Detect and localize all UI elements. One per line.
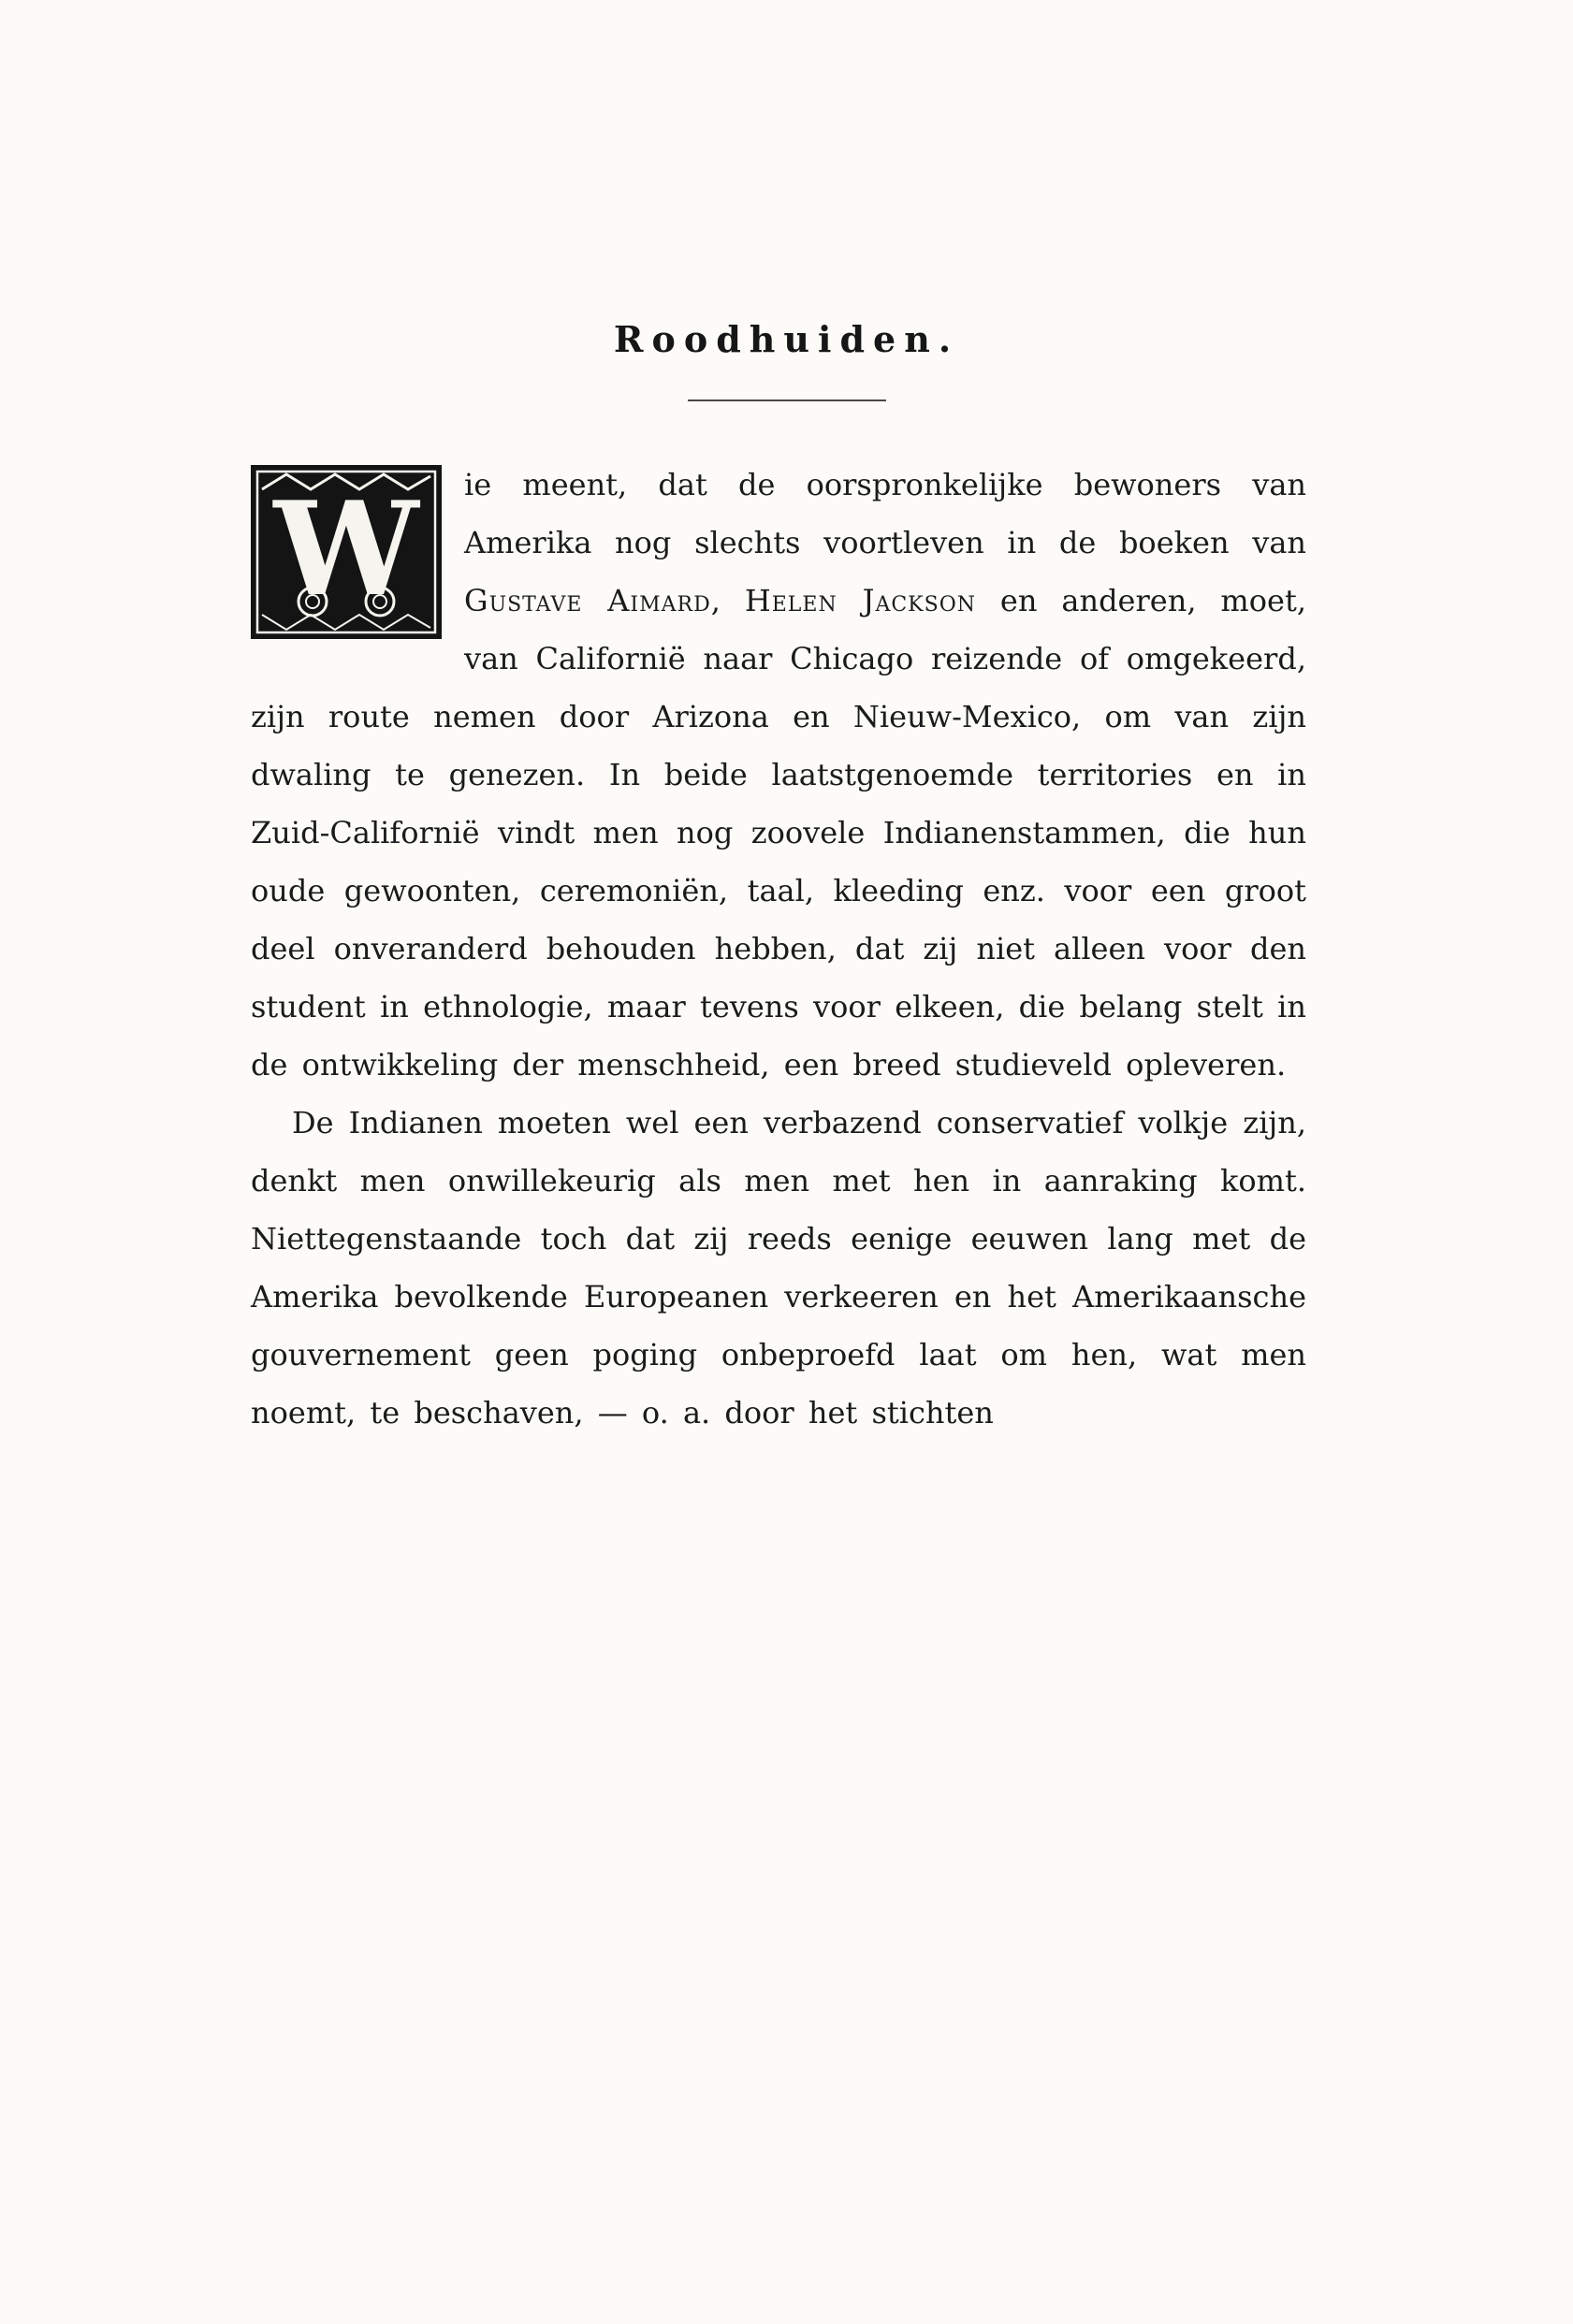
chapter-title: Roodhuiden.: [613, 318, 960, 360]
initial-letter: W: [273, 472, 419, 625]
author-name: Helen Jackson: [744, 583, 976, 618]
body-text-segment: en anderen, moet, van Californië naar Chicago reizende of omgekeerd, zijn route nemen door Arizona en Nieuw-Mexico, om van zijn dwaling te genezen. In beide laatstgenoemde territories en in Zuid-Californië vindt men nog zoovele Indianenstammen, die hun oude gewoonten, ceremoniën, taal, kleeding enz. voor een groot deel onveranderd behouden hebben, dat zij niet alleen voor den student in ethnologie, maar tevens voor elkeen, die belang stelt in de ontwikkeling der menschheid, een breed studieveld opleveren.: [251, 583, 1306, 1082]
paragraph-second: De Indianen moeten wel een verbazend conservatief volkje zijn, denkt men onwillekeurig als men met hen in aanraking komt. Niettegenstaande toch dat zij reeds eenige eeuwen lang met de Amerika bevolkende Europeanen verkeeren en het Amerikaansche gouvernement geen poging onbeproefd laat om hen, wat men noemt, te beschaven, — o. a. door het stichten: [251, 1105, 1306, 1431]
text-block: [251, 456, 1306, 1442]
body-text-segment: ,: [710, 583, 745, 618]
title-divider-rule: [688, 399, 886, 401]
author-name: Gustave Aimard: [464, 583, 711, 618]
drop-cap-ornament: [251, 465, 442, 639]
body-text-segment: ie meent, dat de oorspronkelijke bewoners van Amerika nog slechts voortleven in de boeken van: [464, 467, 1306, 560]
woodcut-initial-icon: [251, 465, 442, 639]
paragraph-first: [251, 456, 1306, 1094]
